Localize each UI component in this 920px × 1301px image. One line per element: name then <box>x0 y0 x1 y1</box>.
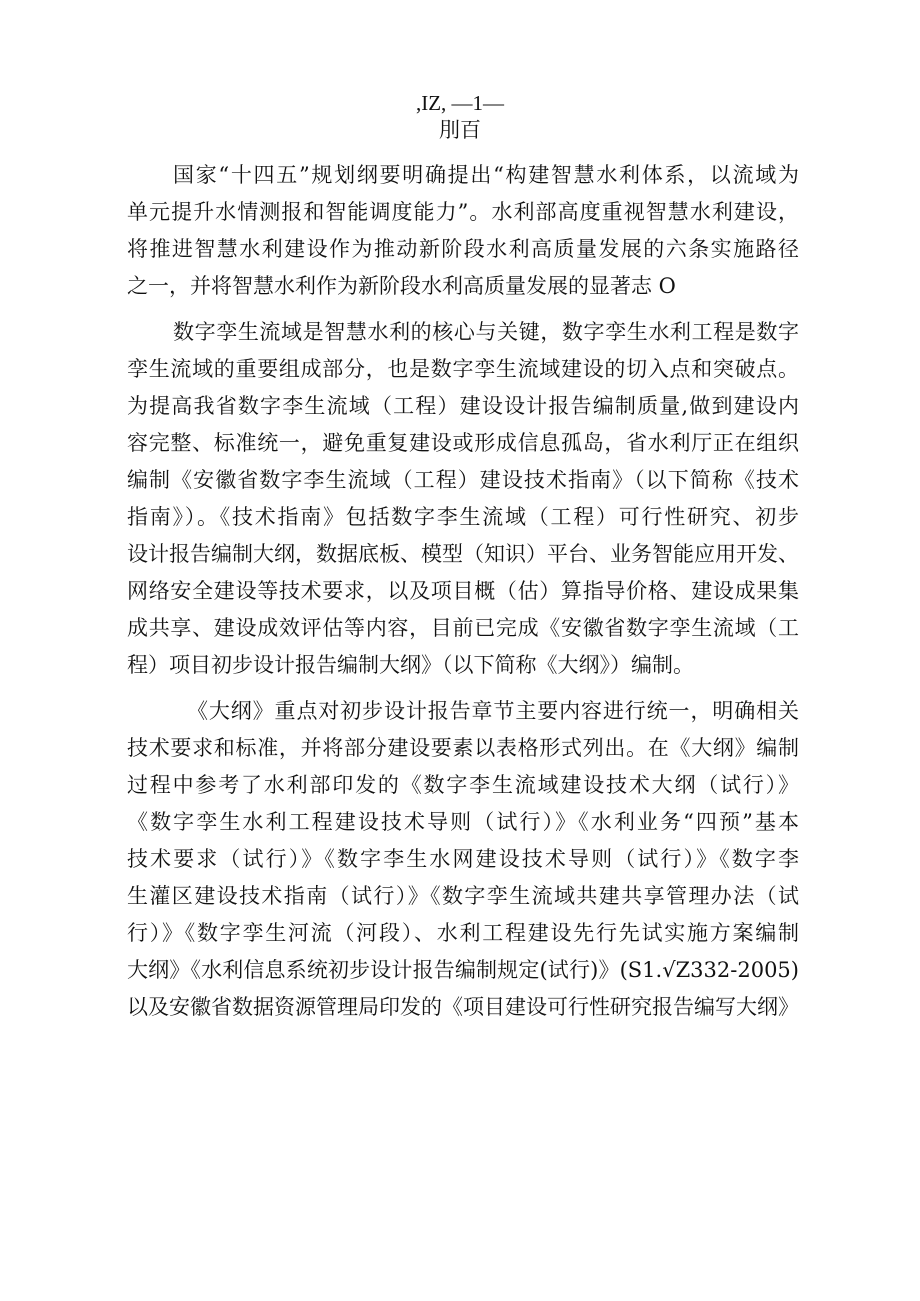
paragraph-line: 编制《安徽省数字李生流域（工程）建设技术指南》（以下简称《技术 <box>127 468 799 492</box>
paragraph-line: 数字孪生流域是智慧水利的核心与关键，数字孪生水利工程是数字 <box>173 320 799 344</box>
page-header-mark: ,IZ, —1— <box>415 91 505 115</box>
paragraph-2 <box>127 314 799 684</box>
paragraph-line: 过程中参考了水利部印发的《数字李生流域建设技术大纲（试行）》 <box>127 773 799 797</box>
paragraph-line: 将推进智慧水利建设作为推动新阶段水利高质量发展的六条实施路径 <box>127 237 799 261</box>
paragraph-line: 技术要求（试行）》《数字李生水网建设技术导则（试行）》《数字李 <box>127 847 799 871</box>
paragraph-line: 指南》）。《技术指南》包括数字李生流域（工程）可行性研究、初步 <box>127 505 799 529</box>
paragraph-line: 《大纲》重点对初步设计报告章节主要内容进行统一，明确相关 <box>187 699 799 723</box>
paragraph-line: 大纲》《水利信息系统初步设计报告编制规定(试行)》(S1.√Z332-2005) <box>127 958 799 982</box>
paragraph-line: 以及安徽省数据资源管理局印发的《项目建设可行性研究报告编写大纲》 <box>127 995 799 1019</box>
paragraph-line: 单元提升水情测报和智能调度能力”。水利部高度重视智慧水利建设， <box>127 200 799 224</box>
paragraph-line: 网络安全建设等技术要求，以及项目概（估）算指导价格、建设成果集 <box>127 579 799 603</box>
paragraph-line: 技术要求和标准，并将部分建设要素以表格形式列出。在《大纲》编制 <box>127 736 799 760</box>
paragraph-line: 容完整、标准统一，避免重复建设或形成信息孤岛，省水利厅正在组织 <box>127 431 799 455</box>
page-title: 刖百 <box>439 118 481 142</box>
body-text <box>127 157 799 1026</box>
paragraph-line: 孪生流域的重要组成部分，也是数字孪生流域建设的切入点和突破点。 <box>127 357 799 381</box>
paragraph-1 <box>127 157 799 305</box>
paragraph-line: 《数字孪生水利工程建设技术导则（试行）》《水利业务“四预”基本 <box>127 810 799 834</box>
paragraph-line: 之一，并将智慧水利作为新阶段水利高质量发展的显著志 O <box>127 274 676 298</box>
paragraph-line: 行）》《数字孪生河流（河段）、水利工程建设先行先试实施方案编制 <box>127 921 799 945</box>
paragraph-3 <box>127 693 799 1026</box>
paragraph-line: 国家“十四五”规划纲要明确提出“构建智慧水利体系，以流域为 <box>173 163 799 187</box>
paragraph-line: 为提高我省数字李生流域（工程）建设设计报告编制质量,做到建设内 <box>127 394 799 418</box>
paragraph-line: 成共享、建设成效评估等内容，目前已完成《安徽省数字孪生流域（工 <box>127 616 799 640</box>
paragraph-line: 程）项目初步设计报告编制大纲》（以下简称《大纲》）编制。 <box>127 653 694 677</box>
paragraph-line: 设计报告编制大纲，数据底板、模型（知识）平台、业务智能应用开发、 <box>127 542 799 566</box>
paragraph-line: 生灌区建设技术指南（试行）》《数字孪生流域共建共享管理办法（试 <box>127 884 799 908</box>
